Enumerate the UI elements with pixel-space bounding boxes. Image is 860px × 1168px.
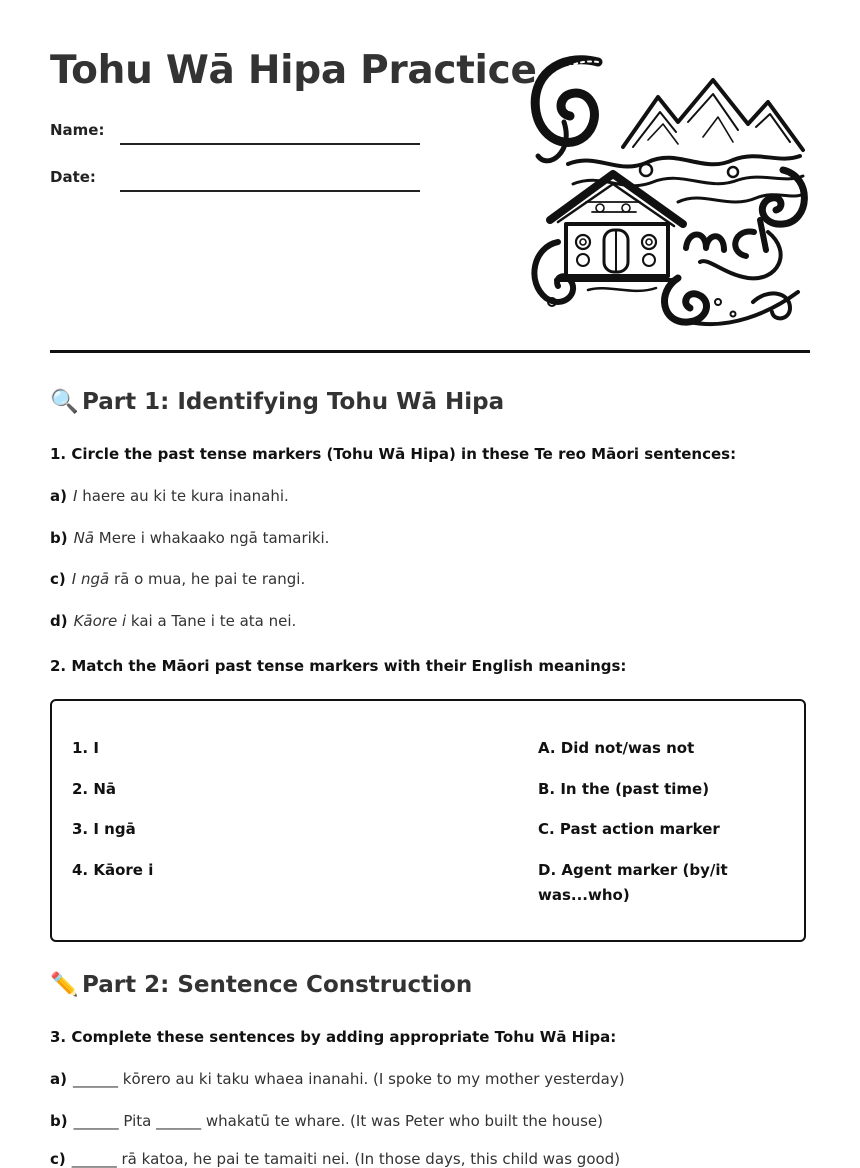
fill-in-sentence[interactable]: ______ rā katoa, he pai te tamaiti nei. (In those days, this child was good) bbox=[71, 1150, 621, 1168]
sentence-text: kai a Tane i te ata nei. bbox=[126, 612, 297, 630]
q1-item-b bbox=[50, 529, 329, 547]
q3-item-a bbox=[50, 1070, 625, 1088]
item-letter: c) bbox=[50, 1150, 66, 1168]
part2-heading-text: Part 2: Sentence Construction bbox=[82, 972, 473, 998]
match-marker-1[interactable]: 1. I bbox=[72, 739, 99, 757]
q1-item-d bbox=[50, 612, 296, 630]
item-letter: a) bbox=[50, 487, 67, 505]
item-letter: b) bbox=[50, 529, 68, 547]
fill-in-sentence[interactable]: ______ kōrero au ki taku whaea inanahi. (I spoke to my mother yesterday) bbox=[72, 1070, 625, 1088]
sentence-text: Mere i whakaako ngā tamariki. bbox=[94, 529, 330, 547]
q3-item-c bbox=[50, 1150, 620, 1168]
matching-box bbox=[50, 699, 806, 942]
item-letter: d) bbox=[50, 612, 68, 630]
match-marker-2[interactable]: 2. Nā bbox=[72, 780, 117, 798]
match-marker-4[interactable]: 4. Kāore i bbox=[72, 861, 154, 879]
q1-item-c bbox=[50, 570, 305, 588]
match-meaning-c[interactable]: C. Past action marker bbox=[538, 820, 720, 838]
match-meaning-d[interactable]: D. Agent marker (by/it was...who) bbox=[538, 861, 728, 904]
date-label: Date: bbox=[50, 168, 96, 186]
past-tense-marker[interactable]: I ngā bbox=[71, 570, 110, 588]
question-2: 2. Match the Māori past tense markers with their English meanings: bbox=[50, 657, 627, 675]
magnifier-icon: 🔍 bbox=[50, 389, 79, 415]
match-meaning-a[interactable]: A. Did not/was not bbox=[538, 739, 695, 757]
match-marker-3[interactable]: 3. I ngā bbox=[72, 820, 136, 838]
past-tense-marker[interactable]: I bbox=[72, 487, 78, 505]
item-letter: a) bbox=[50, 1070, 67, 1088]
part2-heading bbox=[50, 971, 472, 998]
pencil-icon: ✏️ bbox=[50, 972, 79, 998]
name-label: Name: bbox=[50, 121, 105, 139]
question-3: 3. Complete these sentences by adding appropriate Tohu Wā Hipa: bbox=[50, 1028, 617, 1046]
maori-art-illustration bbox=[528, 52, 808, 328]
page-title: Tohu Wā Hipa Practice bbox=[50, 48, 537, 93]
past-tense-marker[interactable]: Nā bbox=[73, 529, 95, 547]
fill-in-sentence[interactable]: ______ Pita ______ whakatū te whare. (It was Peter who built the house) bbox=[73, 1112, 603, 1130]
name-field[interactable] bbox=[120, 143, 420, 145]
question-1: 1. Circle the past tense markers (Tohu Wā Hipa) in these Te reo Māori sentences: bbox=[50, 445, 737, 463]
past-tense-marker[interactable]: Kāore i bbox=[73, 612, 127, 630]
q3-item-b bbox=[50, 1112, 603, 1130]
match-meaning-b[interactable]: B. In the (past time) bbox=[538, 780, 710, 798]
part1-heading bbox=[50, 388, 504, 415]
item-letter: c) bbox=[50, 570, 66, 588]
date-field[interactable] bbox=[120, 190, 420, 192]
item-letter: b) bbox=[50, 1112, 68, 1130]
q1-item-a bbox=[50, 487, 289, 505]
part1-heading-text: Part 1: Identifying Tohu Wā Hipa bbox=[82, 389, 505, 415]
header-divider bbox=[50, 350, 810, 353]
sentence-text: rā o mua, he pai te rangi. bbox=[109, 570, 306, 588]
sentence-text: haere au ki te kura inanahi. bbox=[77, 487, 289, 505]
